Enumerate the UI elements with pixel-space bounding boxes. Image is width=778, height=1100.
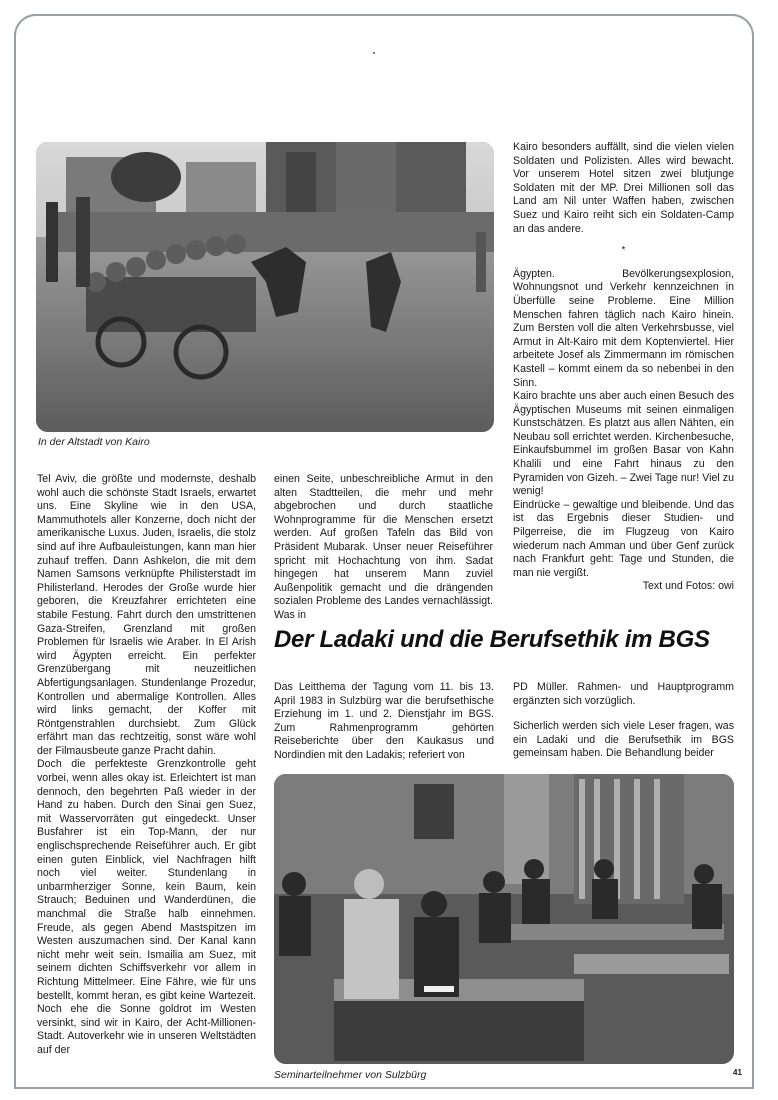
column-1-paragraph: Tel Aviv, die größte und modernste, deshalb wohl auch die schönste Stadt Israels, erwartet uns. Eine Skyline wie in den USA, Mammuthotels aller Konzerne, doch nicht der amerikanische Luxus. Juden, Israelis, die stolz sind auf ihre Aufbauleistungen, kann man hier zuhauf treffen. Dann Ashkelon, die mit dem Namen Samsons verknüpfte Philisterstadt im Philisterland. Herodes der Große wurde hier geboren, die Kreuzfahrer errichteten eine stabile Festung. Fahrt durch den umstrittenen Gaza-Streifen, Grenzland mit großen Problemen für Israelis wie Araber. In El Arish wird Ägypten erreicht. Ein perfekter Grenzübergang mit neuzeitlichen Abfertigungsanlagen. Stundenlange Prozedur, Kontrollen und abermalige Kontrollen. Alles wird links gemacht, der Koffer mit Röntgenstrahlen durchsiebt. Zum Glück erfährt man das rechtzeitig, sonst wäre wohl der Filmausbeute ganze Pracht dahin.	[37, 473, 256, 757]
photo-cairo-old-town	[36, 142, 494, 432]
photo-seminar-participants	[274, 774, 734, 1064]
article-column-3	[513, 141, 734, 594]
column-3-paragraph: Ägypten. Bevölkerungsexplosion, Wohnungsnot und Verkehr kennzeichnen in Überfülle seine Probleme. Eine Million Menschen fahren täglich nach Kairo hinein. Zum Bersten voll die alten Verkehrsbusse, viel Armut in Alt-Kairo mit dem Koptenviertel. Hier arbeitete Josef als Zimmermann im römischen Kastell – kommt einem da so nebenbei in den Sinn.	[513, 267, 734, 389]
section-separator: *	[621, 245, 626, 257]
photo-cairo-image	[36, 142, 494, 432]
page-number: 41	[733, 1068, 742, 1077]
article-2-paragraph: PD Müller. Rahmen- und Hauptprogramm ergänzten sich vorzüglich.	[513, 681, 734, 707]
article-column-1	[37, 473, 256, 1058]
column-3-paragraph: Kairo besonders auffällt, sind die vielen vielen Soldaten und Polizisten. Alles wird bewacht. Vor unserem Hotel sitzen zwei blutjunge Soldaten mit der MP. Drei Millionen soll das Land am Nil unter Waffen haben, zwischen Suez und Kairo reiht sich ein Soldaten-Camp an das andere.	[513, 141, 734, 235]
article-2-paragraph: Das Leitthema der Tagung vom 11. bis 13. April 1983 in Sulzbürg war die berufsethische Erziehung im 1. und 2. Dienstjahr im BGS. Zum Rahmenprogramm gehörten Reiseberichte über den Kaukasus und Nordindien mit den Ladakis; referiert von	[274, 681, 494, 761]
column-3-paragraph: Eindrücke – gewaltige und bleibende. Und das ist das Ergebnis dieser Studien- und Pilgerreise, die im Flugzeug von Kairo wiederum nach Amman und über Genf zurück nach Frankfurt geht: Tage und Stunden, die man nie vergißt.	[513, 498, 734, 579]
photo-caption-seminar: Seminarteilnehmer von Sulzbürg	[274, 1069, 427, 1081]
photo-seminar-image	[274, 774, 734, 1064]
photo-credit: Text und Fotos: owi	[642, 580, 734, 593]
photo-caption-cairo: In der Altstadt von Kairo	[38, 436, 150, 448]
print-speck	[373, 52, 375, 54]
article-2-column-left	[274, 681, 494, 763]
article-2-paragraph: Sicherlich werden sich viele Leser fragen, was ein Ladaki und die Berufsethik im BGS gemeinsam haben. Die Behandlung beider	[513, 720, 734, 760]
article-2-column-right	[513, 681, 734, 761]
column-2-paragraph: einen Seite, unbeschreibliche Armut in den alten Stadtteilen, die mehr und mehr abgebrochen und durch staatliche Wohnprogramme für die Menschen ersetzt werden. Auf großen Tafeln das Bild von Präsident Mubarak. Unser neuer Reiseführer spricht mit Hochachtung von ihm. Sadat hingegen hat unserem Mann zuviel Außenpolitik gemacht und die drängenden sozialen Probleme des Landes vernachlässigt. Was in	[274, 473, 493, 621]
column-1-paragraph: Doch die perfekteste Grenzkontrolle geht vorbei, wenn alles okay ist. Erleichtert ist man dennoch, den begehrten Paß wieder in der Hand zu haben. Durch den Sinai gen Suez, mit Wasservorräten gut eingedeckt. Unser Busfahrer ist ein Top-Mann, der nur englischsprechende Reiseführer auch. Er gibt einen guten Einblick, viel Nachfragen hilft noch viel weiter. Stundenlang in unbarmherziger Sonne, kein Baum, kein Strauch; Beduinen und Wanderdünen, die manchmal die Straße halb einnehmen. Freude, als gegen Abend Mastspitzen im Westen auszumachen sind. Der Kanal kann nicht mehr weit sein. Ismailia am Suez, mit seinem dichten Schiffsverkehr vor allem in Richtung Mittelmeer. Eine Fähre, wie für uns bestellt, kommt heran, es gibt keine Wartezeit. Noch ehe die Sonne goldrot im Westen versinkt, sind wir in Kairo, der Acht-Millionen-Stadt. Autoverkehr wie in unseren Weltstädten auf der	[37, 758, 256, 1056]
article-headline: Der Ladaki und die Berufsethik im BGS	[274, 626, 710, 653]
article-column-2	[274, 473, 493, 623]
column-3-paragraph: Kairo brachte uns aber auch einen Besuch des Ägyptischen Museums mit seinen einmaligen Kunstschätzen. Es platzt aus allen Nähten, ein Neubau soll errichtet werden. Kirchenbesuche, Einkaufsbummel im großen Basar von Kahn Khalili und eine Fahrt hinaus zu den Pyramiden von Gizeh. – Zwei Tage nur! Viel zu wenig!	[513, 390, 734, 498]
